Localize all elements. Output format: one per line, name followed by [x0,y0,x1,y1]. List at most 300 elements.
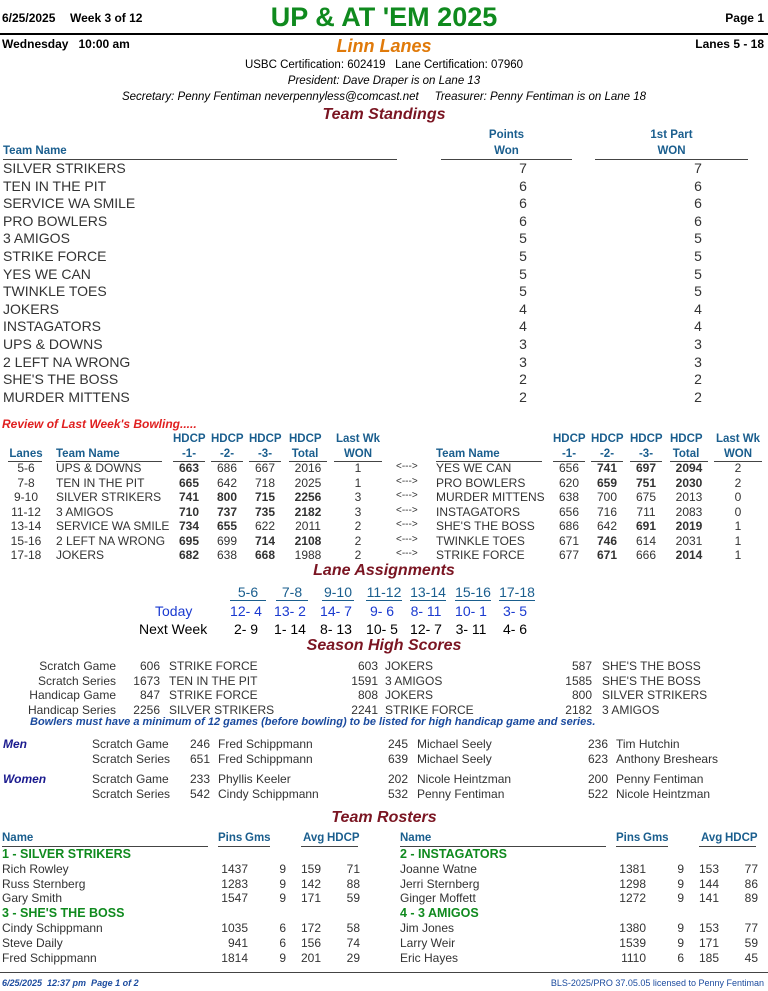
high-score-value: 603 [357,659,378,673]
standings-team-name: PRO BOWLERS [3,212,108,229]
women-bowler-name: Nicole Heintzman [417,772,512,786]
review-score-a: 2011 [295,519,321,533]
roster-average: 144 [698,876,719,891]
lane-pair-header: 5-6 [237,584,259,600]
roster-team-name: 4 - 3 AMIGOS [400,906,479,921]
review-won-b: 1 [734,519,742,533]
review-lanes: 11-12 [11,504,41,519]
lane-pair-header: 7-8 [281,584,303,600]
men-score-value: 639 [387,751,408,766]
roster-average: 201 [300,950,321,965]
standings-part-won: 7 [694,160,702,176]
review-game-header: -2- [219,448,235,460]
review-team-b: MURDER MITTENS [436,490,545,504]
men-bowler-name: Tim Hutchin [616,737,680,751]
roster-games: 9 [677,891,684,906]
footer-left: 6/25/2025 12:37 pm Page 1 of 2 [2,978,139,988]
standings-team-name: MURDER MITTENS [3,388,130,405]
lane-header-rule [366,600,402,601]
review-score-a: 642 [216,475,238,490]
standings-team-name: TEN IN THE PIT [3,177,107,194]
high-score-team: 3 AMIGOS [385,673,443,688]
lane-next-match: 12- 7 [410,621,442,637]
roster-games: 9 [677,921,684,935]
roster-header-rule [301,846,358,847]
lane-today-match: 8- 11 [410,603,442,619]
women-score-value: 542 [189,786,210,801]
review-team-b: YES WE CAN [436,461,512,475]
roster-bowler-name: Eric Hayes [400,950,459,965]
roster-games: 9 [677,861,684,876]
standings-team-name: TWINKLE TOES [3,283,107,300]
standings-team-name: STRIKE FORCE [3,248,107,264]
high-score-team: JOKERS [385,688,434,703]
review-game-header: -1- [561,448,577,460]
standings-part-won: 5 [694,265,702,282]
men-label: Men [3,737,27,751]
lane-today-match: 9- 6 [369,603,395,619]
roster-games: 9 [279,876,286,891]
high-score-team: STRIKE FORCE [169,688,258,703]
roster-avg-header: Avg [303,832,325,844]
review-score-a: 699 [216,533,238,548]
review-hdcp-header: HDCP [211,433,244,445]
review-won-a: 3 [354,504,362,519]
men-score-label: Scratch Game [92,737,169,751]
review-vs-arrow: <---> [396,504,418,516]
high-score-value: 587 [571,659,592,673]
women-score-value: 200 [587,772,608,786]
standings-part-won: 4 [694,318,702,335]
standings-part-won: 4 [694,300,702,317]
roster-gms-header: Gms [245,832,271,844]
roster-hdcp-header: HDCP [725,832,758,844]
review-score-b: 746 [596,533,618,548]
roster-handicap: 88 [346,876,360,891]
lane-header-rule [322,600,354,601]
review-lanes: 9-10 [13,490,39,504]
footer-divider [0,972,768,973]
high-score-value: 1591 [351,673,378,688]
roster-pins: 1547 [221,891,248,906]
review-score-a: 686 [216,461,238,475]
standings-points: 5 [519,265,527,282]
review-hdcp-header: HDCP [249,433,282,445]
roster-average: 153 [698,861,719,876]
review-team-a: 3 AMIGOS [56,504,114,519]
men-bowler-name: Anthony Breshears [616,751,719,766]
standings-part-won: 2 [694,371,702,388]
standings-part-won: 5 [694,230,702,247]
high-score-value: 2182 [565,702,592,717]
roster-pins-header: Pins [616,832,641,844]
high-scores-title: Season High Scores [306,637,462,654]
roster-pins: 1283 [221,876,248,891]
roster-team-name: 1 - SILVER STRIKERS [2,847,131,861]
standings-points: 4 [519,300,527,317]
lane-pair-header: 11-12 [366,584,402,600]
review-team-header: Team Name [56,448,120,460]
roster-handicap: 77 [744,921,758,935]
roster-gms-header: Gms [643,832,669,844]
women-score-value: 522 [587,786,608,801]
review-game-header: -3- [257,448,273,460]
high-score-team: TEN IN THE PIT [169,673,258,688]
roster-handicap: 58 [346,921,360,935]
review-won-b: 2 [734,461,742,475]
roster-name-header: Name [400,832,432,844]
women-score-value: 233 [189,772,210,786]
roster-handicap: 71 [346,861,360,876]
standings-team-name: SILVER STRIKERS [3,160,126,176]
review-score-a: 718 [254,475,276,490]
review-score-a: 800 [216,490,238,504]
roster-average: 159 [300,861,321,876]
review-score-b: 677 [558,548,580,562]
standings-rule [595,159,748,160]
women-bowler-name: Phyllis Keeler [218,772,291,786]
roster-handicap: 29 [346,950,360,965]
roster-average: 156 [300,935,321,950]
standings-team-name: 3 AMIGOS [3,230,70,247]
lane-assignments-title: Lane Assignments [313,562,455,579]
lane-next-match: 8- 13 [320,621,352,637]
review-score-b: 671 [558,533,580,548]
review-score-a: 741 [178,490,200,504]
men-score-value: 245 [387,737,408,751]
standings-part-won: 6 [694,195,702,212]
roster-pins: 941 [227,935,248,950]
review-lanes: 13-14 [10,519,42,533]
lane-header-rule [230,600,266,601]
high-score-value: 1585 [565,673,592,688]
roster-games: 9 [677,876,684,891]
high-score-team: STRIKE FORCE [385,702,474,717]
review-game-header: Total [291,448,319,460]
review-score-b: 697 [635,461,657,475]
standings-won-header: Won [494,145,519,157]
roster-pins-header: Pins [218,832,243,844]
roster-handicap: 89 [744,891,758,906]
review-hdcp-header: HDCP [289,433,322,445]
review-score-b: 741 [596,461,618,475]
men-bowler-name: Fred Schippmann [218,737,313,751]
review-score-a: 622 [254,519,276,533]
roster-bowler-name: Rich Rowley [2,861,69,876]
standings-team-name: INSTAGATORS [3,318,102,335]
review-score-b: 656 [558,504,580,519]
standings-points: 6 [519,195,527,212]
standings-points: 2 [519,388,527,405]
roster-average: 141 [698,891,719,906]
review-won-b: 2 [734,475,742,490]
men-score-value: 623 [587,751,608,766]
lane-today-match: 13- 2 [274,603,306,619]
high-score-label: Handicap Series [27,702,116,717]
review-team-a: 2 LEFT NA WRONG [56,533,166,548]
lane-today-match: 14- 7 [320,603,352,619]
review-score-b: 2083 [675,504,703,519]
review-team-a: UPS & DOWNS [56,461,142,475]
today-label: Today [155,603,193,619]
standings-part-won: 5 [694,283,702,300]
review-score-a: 2182 [294,504,322,519]
review-team-a: SILVER STRIKERS [56,490,162,504]
standings-points: 7 [519,160,527,176]
review-score-b: 666 [635,548,657,562]
lanes-range: Lanes 5 - 18 [695,37,764,51]
header-divider [0,33,768,35]
men-score-label: Scratch Series [92,751,171,766]
review-team-a: JOKERS [56,548,105,562]
review-team-a: TEN IN THE PIT [56,475,145,490]
review-score-a: 668 [254,548,276,562]
standings-team-header: Team Name [3,145,67,157]
review-score-b: 686 [558,519,580,533]
standings-points: 5 [519,230,527,247]
roster-average: 171 [300,891,321,906]
roster-average: 171 [698,935,719,950]
roster-pins: 1381 [619,861,646,876]
review-score-a: 2256 [294,490,322,504]
roster-average: 142 [300,876,321,891]
president-line: President: Dave Draper is on Lane 13 [287,75,481,87]
high-score-value: 800 [571,688,592,703]
lane-header-rule [499,600,535,601]
review-hdcp-header: HDCP [591,433,624,445]
roster-bowler-name: Jerri Sternberg [400,876,480,891]
high-score-value: 2256 [133,702,160,717]
review-score-b: 2094 [675,461,703,475]
roster-name-header: Name [2,832,34,844]
review-score-b: 751 [635,475,657,490]
review-score-a: 638 [216,548,238,562]
roster-header-rule [616,846,668,847]
review-score-a: 714 [254,533,276,548]
roster-handicap: 59 [744,935,758,950]
roster-header-rule [699,846,756,847]
roster-header-rule [218,846,270,847]
men-bowler-name: Michael Seely [417,751,492,766]
lane-today-match: 3- 5 [502,603,528,619]
review-won-a: 2 [354,519,362,533]
review-score-a: 663 [178,461,200,475]
review-team-b: INSTAGATORS [436,504,521,519]
standings-part-won: 6 [694,212,702,229]
lane-pair-header: 13-14 [410,584,446,600]
review-score-a: 2108 [294,533,322,548]
review-hdcp-header: HDCP [173,433,206,445]
review-score-b: 656 [558,461,580,475]
roster-average: 185 [698,950,719,965]
standings-points-header: Points [488,129,525,141]
review-won-header: WON [723,448,753,460]
footer-right: BLS-2025/PRO 37.05.05 licensed to Penny Fentiman [550,978,764,988]
review-vs-arrow: <---> [396,475,418,487]
men-bowler-name: Michael Seely [417,737,492,751]
week-label: Week 3 of 12 [70,11,143,25]
roster-games: 6 [279,935,286,950]
review-vs-arrow: <---> [396,490,418,501]
center-name: Linn Lanes [336,36,432,56]
roster-average: 153 [698,921,719,935]
high-score-value: 847 [139,688,160,703]
review-team-header: Team Name [436,448,500,460]
women-score-value: 532 [387,786,408,801]
roster-pins: 1380 [619,921,646,935]
lane-next-match: 10- 5 [366,621,398,637]
review-score-a: 715 [254,490,276,504]
men-score-value: 651 [189,751,210,766]
review-score-b: 642 [596,519,618,533]
review-score-b: 711 [636,504,656,519]
review-score-b: 2014 [675,548,703,562]
roster-bowler-name: Steve Daily [2,935,63,950]
review-won-a: 2 [354,548,362,562]
roster-games: 9 [279,861,286,876]
high-score-value: 808 [357,688,378,703]
review-vs-arrow: <---> [396,461,418,472]
report-date: 6/25/2025 [2,11,56,25]
lane-header-rule [410,600,446,601]
roster-pins: 1539 [619,935,646,950]
roster-handicap: 77 [744,861,758,876]
high-score-team: SHE'S THE BOSS [602,659,701,673]
review-title: Review of Last Week's Bowling..... [2,417,197,431]
roster-games: 6 [677,950,684,965]
roster-pins: 1110 [621,950,646,965]
roster-avg-header: Avg [701,832,723,844]
lane-today-match: 10- 1 [455,603,487,619]
women-score-value: 202 [387,772,408,786]
review-won-b: 0 [734,490,742,504]
review-score-a: 695 [178,533,200,548]
women-score-label: Scratch Series [92,786,171,801]
league-title: UP & AT 'EM 2025 [270,2,498,32]
lane-next-match: 3- 11 [455,621,487,637]
women-label: Women [3,772,47,786]
review-won-header: WON [343,448,373,460]
roster-bowler-name: Larry Weir [400,935,456,950]
standings-rule [441,159,572,160]
women-bowler-name: Penny Fentiman [616,772,704,786]
review-score-a: 737 [216,504,238,519]
men-score-value: 246 [189,737,210,751]
review-team-b: SHE'S THE BOSS [436,519,535,533]
standings-part-won: 5 [694,248,702,264]
women-score-label: Scratch Game [92,772,169,786]
review-hdcp-header: HDCP [670,433,703,445]
standings-team-name: 2 LEFT NA WRONG [3,353,131,370]
standings-team-name: JOKERS [3,300,60,317]
standings-points: 3 [519,336,527,352]
lane-next-match: 2- 9 [233,621,259,637]
standings-points: 5 [519,248,527,264]
standings-team-name: SHE'S THE BOSS [3,371,119,388]
men-bowler-name: Fred Schippmann [218,751,313,766]
standings-team-name: SERVICE WA SMILE [3,195,136,212]
review-score-a: 682 [178,548,200,562]
review-score-a: 665 [178,475,200,490]
certification-line: USBC Certification: 602419 Lane Certification: 07960 [244,59,524,71]
review-lastwk-header: Last Wk [335,433,381,445]
review-score-b: 2019 [675,519,703,533]
review-lastwk-header: Last Wk [715,433,761,445]
lane-pair-header: 9-10 [323,584,353,600]
review-score-a: 710 [178,504,200,519]
roster-pins: 1272 [619,891,646,906]
review-score-a: 1988 [294,548,322,562]
review-hdcp-header: HDCP [630,433,663,445]
review-vs-arrow: <---> [396,533,418,545]
review-score-a: 734 [178,519,200,533]
review-score-a: 667 [254,461,276,475]
standings-part-won: 6 [694,177,702,194]
review-score-b: 614 [635,533,657,548]
roster-pins: 1298 [619,876,646,891]
review-score-b: 2031 [675,533,703,548]
review-score-a: 2025 [294,475,322,490]
review-game-header: -1- [181,448,197,460]
review-score-b: 638 [558,490,580,504]
high-score-label: Handicap Game [29,688,116,703]
standings-points: 5 [519,283,527,300]
review-lanes: 5-6 [17,461,35,475]
review-won-a: 1 [354,461,362,475]
high-scores-note: Bowlers must have a minimum of 12 games (before bowling) to be listed for high handicap game and series. [30,716,596,728]
standings-points: 2 [519,371,527,388]
day-time: Wednesday 10:00 am [2,37,130,51]
lane-header-rule [276,600,308,601]
officers-line: Secretary: Penny Fentiman neverpennyless@comcast.net Treasurer: Penny Fentiman is on Lane 18 [121,91,647,103]
high-score-team: JOKERS [385,659,434,673]
roster-bowler-name: Jim Jones [400,921,455,935]
lane-header-rule [455,600,491,601]
lane-next-match: 1- 14 [274,621,306,637]
high-score-team: SHE'S THE BOSS [602,673,701,688]
roster-handicap: 74 [346,935,360,950]
rosters-title: Team Rosters [331,809,437,826]
review-score-b: 659 [596,475,618,490]
roster-bowler-name: Fred Schippmann [2,950,97,965]
roster-pins: 1437 [221,861,248,876]
review-vs-arrow: <---> [396,548,418,559]
standings-points: 6 [519,212,527,229]
roster-average: 172 [300,921,321,935]
review-lanes-header: Lanes [9,448,43,460]
review-won-b: 1 [734,548,742,562]
review-score-b: 620 [558,475,580,490]
review-score-b: 2013 [675,490,703,504]
standings-title: Team Standings [322,106,446,123]
roster-team-name: 3 - SHE'S THE BOSS [2,906,125,921]
roster-pins: 1035 [221,921,248,935]
high-score-value: 606 [139,659,160,673]
high-score-team: SILVER STRIKERS [169,702,275,717]
page-label: Page 1 [725,11,764,25]
review-team-b: PRO BOWLERS [436,475,526,490]
review-score-a: 2016 [294,461,322,475]
high-score-value: 1673 [133,673,160,688]
review-score-b: 716 [596,504,618,519]
men-score-value: 236 [587,737,608,751]
high-score-label: Scratch Series [37,673,116,688]
review-score-b: 700 [596,490,618,504]
roster-bowler-name: Ginger Moffett [400,891,476,906]
review-score-b: 691 [635,519,657,533]
standings-points: 3 [519,353,527,370]
review-won-a: 3 [354,490,362,504]
